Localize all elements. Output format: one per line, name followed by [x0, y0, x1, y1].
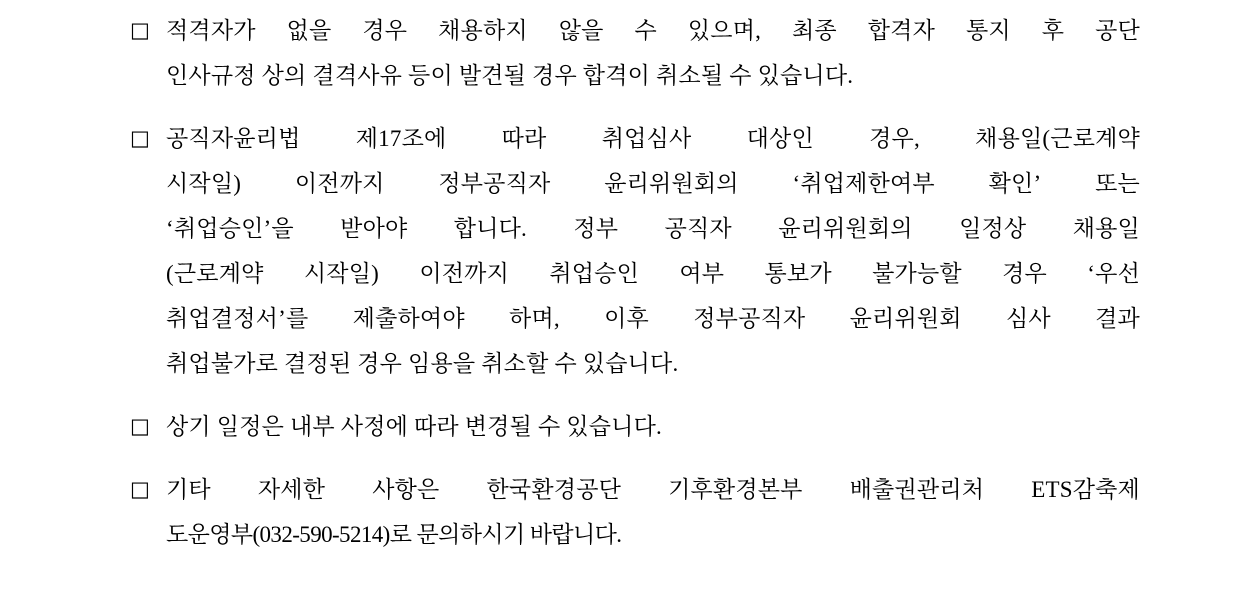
text-word: 제출하여야	[352, 306, 465, 331]
text-line	[166, 8, 1140, 53]
text-line	[166, 161, 1140, 206]
text-word: 공단	[1095, 18, 1140, 43]
text-word: 윤리위원회의	[778, 216, 913, 241]
text-word: 경우	[1002, 261, 1047, 286]
text-word: 수	[634, 18, 657, 43]
text-word: 있으며,	[687, 18, 762, 43]
text-line: 상기 일정은 내부 사정에 따라 변경될 수 있습니다.	[166, 414, 662, 439]
text-word: 합격자	[867, 18, 936, 43]
text-line	[166, 296, 1140, 341]
text-word: 이후	[604, 306, 649, 331]
text-word: 정부공직자	[693, 306, 806, 331]
text-line: 인사규정 상의 결격사유 등이 발견될 경우 합격이 취소될 수 있습니다.	[166, 63, 854, 88]
text-word: ‘우선	[1087, 261, 1140, 286]
bullet-item-1-body	[166, 8, 1140, 98]
text-line	[166, 206, 1140, 251]
text-word: 이전까지	[294, 171, 385, 196]
text-word: 이전까지	[419, 261, 509, 286]
checkbox-icon: □	[130, 414, 150, 438]
checkbox-icon: □	[130, 126, 150, 150]
checkbox-icon: □	[130, 18, 150, 42]
text-word: 여부	[679, 261, 725, 286]
text-word: 따라	[501, 126, 547, 151]
bullet-item-2	[130, 116, 1140, 386]
text-word: 배출권관리처	[849, 477, 985, 502]
text-word: 하며,	[509, 306, 560, 331]
text-line: 도운영부(032-590-5214)로 문의하시기 바랍니다.	[166, 522, 622, 547]
text-word: 받아야	[340, 216, 408, 241]
bullet-item-3	[130, 404, 1140, 449]
text-line	[166, 467, 1140, 512]
bullet-item-4-body	[166, 467, 1140, 557]
text-word: 후	[1041, 18, 1065, 43]
bullet-item-2-body	[166, 116, 1140, 386]
text-word: 적격자가	[166, 18, 256, 43]
checkbox-icon: □	[130, 477, 150, 501]
text-word: 경우,	[869, 126, 920, 151]
text-word: 경우	[362, 18, 408, 43]
text-word: 윤리위원회	[849, 306, 962, 331]
text-word: 사항은	[372, 477, 440, 502]
bullet-item-1	[130, 8, 1140, 98]
text-word: 제17조에	[355, 126, 447, 151]
text-word: 정부	[573, 216, 619, 241]
text-word: 기후환경본부	[668, 477, 803, 502]
text-word: 정부공직자	[438, 171, 551, 196]
text-word: 결과	[1095, 306, 1140, 331]
text-word: 최종	[792, 18, 837, 43]
text-word: 취업결정서’를	[166, 306, 309, 331]
text-word: ‘취업승인’을	[166, 216, 294, 241]
text-word: ETS감축제	[1031, 477, 1140, 502]
text-word: 자세한	[257, 477, 326, 502]
text-word: 않을	[558, 18, 604, 43]
text-word: 합니다.	[453, 216, 528, 241]
text-word: 채용일(근로계약	[975, 126, 1140, 151]
text-word: 기타	[166, 477, 211, 502]
text-word: 한국환경공단	[486, 477, 622, 502]
bullet-item-4	[130, 467, 1140, 557]
text-word: 확인’	[988, 171, 1042, 196]
text-word: 채용하지	[438, 18, 528, 43]
text-word: 시작일)	[166, 171, 242, 196]
text-word: 없을	[286, 18, 332, 43]
text-word: ‘취업제한여부	[792, 171, 935, 196]
bullet-item-3-body	[166, 404, 1140, 449]
text-word: 통보가	[764, 261, 832, 286]
text-line: 취업불가로 결정된 경우 임용을 취소할 수 있습니다.	[166, 351, 679, 376]
text-word: 대상인	[746, 126, 814, 151]
text-word: 통지	[965, 18, 1011, 43]
text-word: 일정상	[959, 216, 1027, 241]
text-word: 불가능할	[872, 261, 962, 286]
text-line	[166, 251, 1140, 296]
text-word: 윤리위원회의	[604, 171, 739, 196]
text-word: 심사	[1005, 306, 1051, 331]
text-word: (근로계약	[166, 261, 264, 286]
text-word: 공직자윤리법	[166, 126, 301, 151]
text-word: 채용일	[1072, 216, 1140, 241]
text-word: 취업심사	[601, 126, 692, 151]
text-word: 공직자	[664, 216, 732, 241]
text-word: 또는	[1095, 171, 1140, 196]
text-word: 시작일)	[303, 261, 379, 286]
text-word: 취업승인	[549, 261, 640, 286]
text-line	[166, 116, 1140, 161]
